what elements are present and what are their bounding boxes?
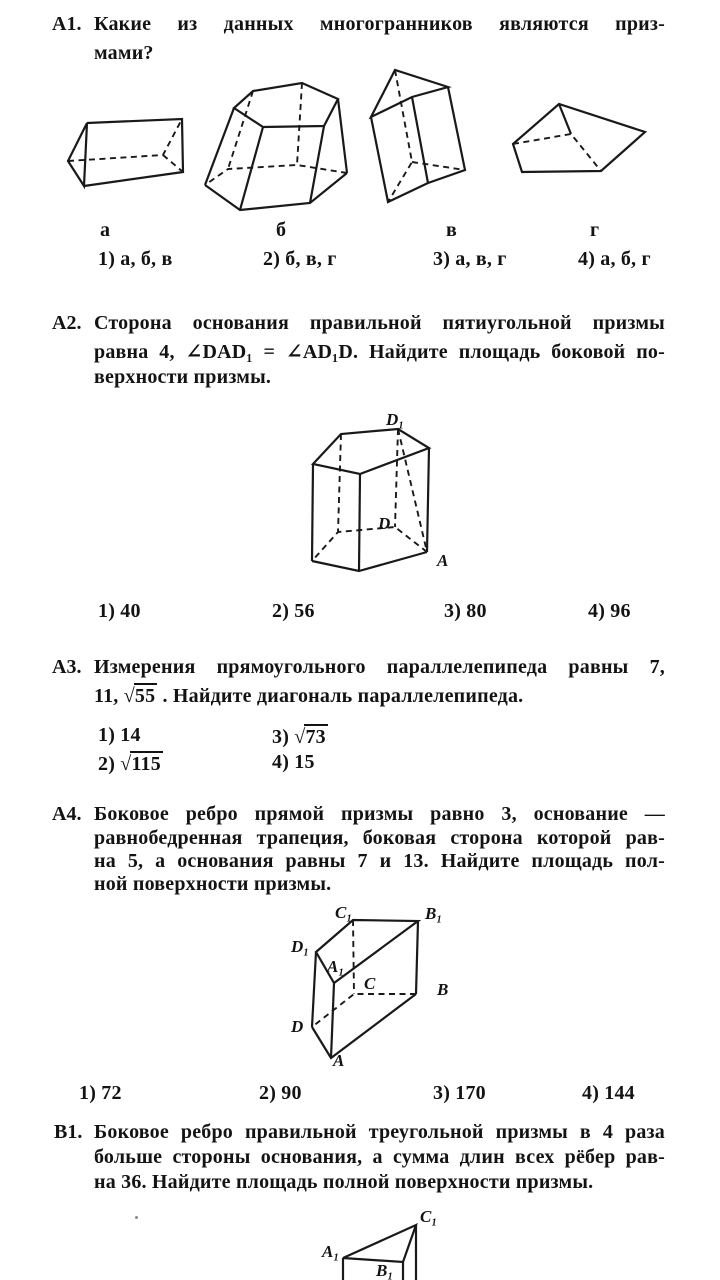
figure-g-label: г (590, 219, 600, 241)
question-b1-line: больше стороны основания, а сумма длин всех рёбер рав- (94, 1146, 665, 1168)
point-label-a: A (333, 1051, 345, 1070)
answer-option: 4) а, б, г (578, 248, 651, 270)
scan-speck (135, 1216, 138, 1219)
point-label-a: A (437, 551, 449, 570)
figure-b1-triangular-prism-partial (318, 1205, 450, 1280)
answer-option: 1) 72 (79, 1082, 122, 1104)
point-label-a1: A₁ (327, 957, 345, 976)
point-label-b1: B₁ (376, 1261, 394, 1280)
answer-option: 2) √115 (98, 753, 161, 775)
figure-v-label: в (446, 219, 457, 241)
question-a3-line: Измерения прямоугольного параллелепипеда равны 7, (94, 656, 665, 678)
question-a4-number: А4. (52, 803, 82, 825)
point-label-d: D (291, 1017, 304, 1036)
answer-option: 2) б, в, г (263, 248, 337, 270)
point-label-d1: D₁ (386, 410, 405, 429)
answer-option: 2) 56 (272, 600, 315, 622)
answer-option: 1) 14 (98, 724, 141, 746)
question-a2-line: Сторона основания правильной пятиугольной призмы (94, 312, 665, 334)
figure-b-label: б (276, 219, 286, 241)
question-a2-line: верхности призмы. (94, 366, 272, 388)
point-label-d: D (378, 514, 391, 533)
point-label-c1: C₁ (420, 1207, 438, 1226)
point-label-a1: A₁ (322, 1242, 340, 1261)
answer-option: 3) а, в, г (433, 248, 507, 270)
question-a1-number: А1. (52, 13, 82, 35)
point-label-c1: C₁ (335, 903, 353, 922)
answer-option: 1) а, б, в (98, 248, 173, 270)
question-a2-number: А2. (52, 312, 82, 334)
answer-option: 1) 40 (98, 600, 141, 622)
question-a1-line: Какие из данных многогранников являются приз- (94, 13, 665, 35)
question-a4-line: Боковое ребро прямой призмы равно 3, основание — (94, 803, 665, 825)
question-a3-line: 11, √55 . Найдите диагональ параллелепипеда. (94, 685, 524, 707)
question-a4-line: ной поверхности призмы. (94, 873, 332, 895)
point-label-d1: D₁ (291, 937, 310, 956)
question-b1-number: В1. (54, 1121, 83, 1143)
point-label-b: B (437, 980, 449, 999)
question-a3-number: А3. (52, 656, 82, 678)
figure-a2-pentagonal-prism (300, 405, 460, 595)
question-b1-line: Боковое ребро правильной треугольной призмы в 4 раза (94, 1121, 665, 1143)
question-a4-line: равнобедренная трапеция, боковая сторона которой рав- (94, 827, 665, 849)
question-a1-line: мами? (94, 42, 154, 64)
answer-option: 3) 80 (444, 600, 487, 622)
answer-option: 2) 90 (259, 1082, 302, 1104)
point-label-c: C (364, 974, 376, 993)
answer-option: 4) 96 (588, 600, 631, 622)
answer-option: 4) 15 (272, 751, 315, 773)
figure-a1-b-hexagonal-frustum (200, 75, 360, 220)
question-b1-line: на 36. Найдите площадь полной поверхности призмы. (94, 1171, 594, 1193)
figure-a1-g-parallelepiped (505, 95, 670, 185)
figure-a-label: а (100, 219, 110, 241)
figure-a1-a-triangular-prism (55, 95, 195, 195)
point-label-b1: B₁ (425, 904, 443, 923)
figure-a1-v-concave-prism (358, 58, 478, 213)
question-a4-line: на 5, а основания равны 7 и 13. Найдите площадь пол- (94, 850, 665, 872)
question-a2-line: равна 4, ∠DAD₁ = ∠AD₁D. Найдите площадь боковой по- (94, 341, 665, 363)
answer-option: 3) √73 (272, 726, 326, 748)
answer-option: 3) 170 (433, 1082, 486, 1104)
answer-option: 4) 144 (582, 1082, 635, 1104)
figure-a4-trapezoidal-prism (288, 900, 460, 1080)
